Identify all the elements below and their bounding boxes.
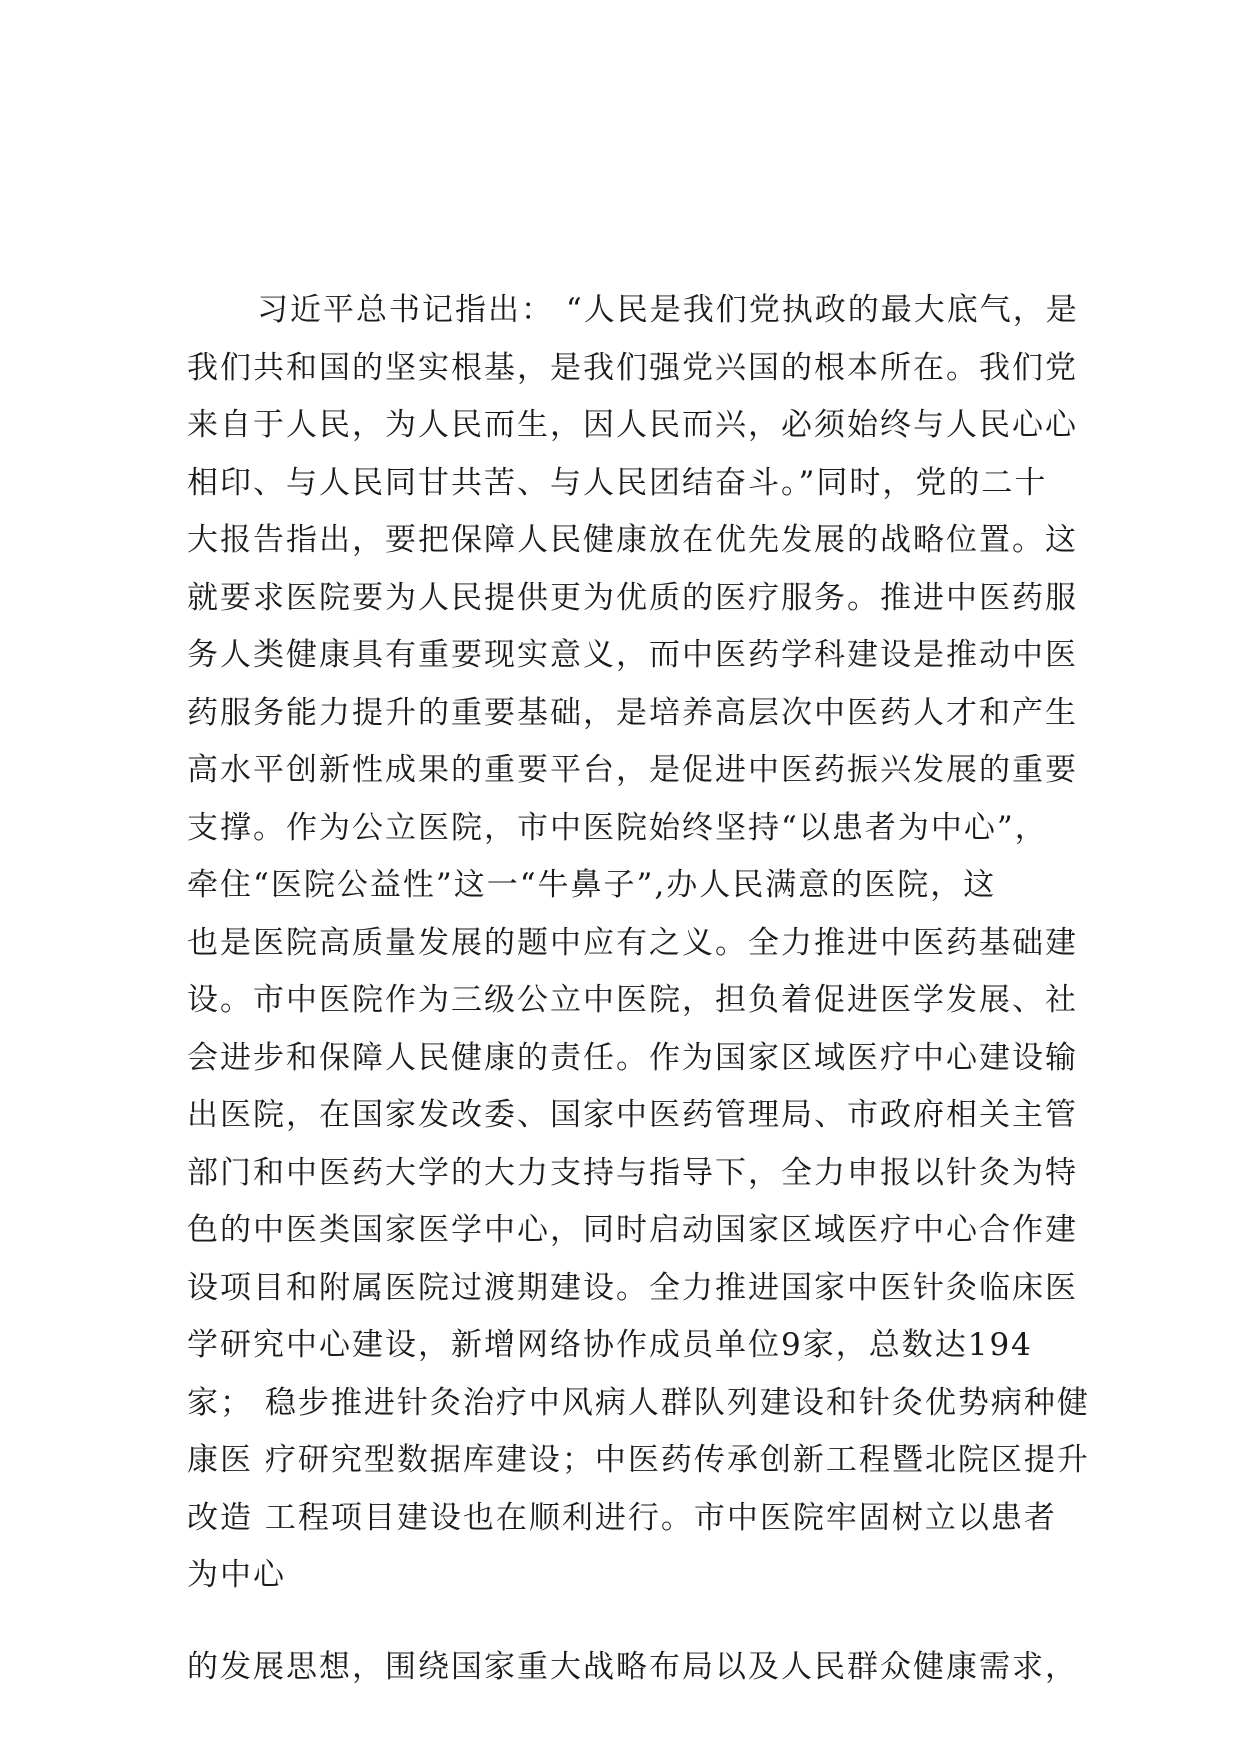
text-line: 色的中医类国家医学中心，同时启动国家区域医疗中心合作建 [187,1212,1078,1248]
text-line: 就要求医院要为人民提供更为优质的医疗服务。推进中医药服 [187,579,1078,616]
text-line-continued: 的发展思想，围绕国家重大战略布局以及人民群众健康需求， [187,1648,1078,1685]
text-line: 我们共和国的坚实根基，是我们强党兴国的根本所在。我们党 [187,349,1078,386]
text-line: 支撑。作为公立医院，市中医院始终坚持“以患者为中心”， [187,809,1048,846]
text-line: 为中心 [187,1557,286,1593]
text-line: 来自于人民，为人民而生，因人民而兴，必须始终与人民心心 [187,407,1078,443]
text-line: 改造 工程项目建设也在顺利进行。市中医院牢固树立以患者 [187,1499,1057,1536]
text-line: 大报告指出，要把保障人民健康放在优先发展的战略位置。这 [187,522,1078,558]
text-line: 康医 疗研究型数据库建设；中医药传承创新工程暨北院区提升 [187,1442,1090,1478]
text-line: 家； 稳步推进针灸治疗中风病人群队列建设和针灸优势病种健 [187,1384,1090,1421]
text-line: 药服务能力提升的重要基础，是培养高层次中医药人才和产生 [187,694,1078,731]
text-line: 也是医院高质量发展的题中应有之义。全力推进中医药基础建 [187,924,1078,961]
text-line: 设。市中医院作为三级公立中医院，担负着促进医学发展、社 [187,982,1078,1018]
text-line: 牵住“医院公益性”这一“牛鼻子”,办人民满意的医院，这 [187,867,997,903]
text-line: 高水平创新性成果的重要平台，是促进中医药振兴发展的重要 [187,752,1078,788]
text-line: 务人类健康具有重要现实意义，而中医药学科建设是推动中医 [187,637,1078,673]
text-line: 设项目和附属医院过渡期建设。全力推进国家中医针灸临床医 [187,1269,1078,1306]
text-line: 部门和中医药大学的大力支持与指导下，全力申报以针灸为特 [187,1154,1078,1191]
text-line: 相印、与人民同甘共苦、与人民团结奋斗。”同时，党的二十 [187,464,1048,501]
text-line: 出医院，在国家发改委、国家中医药管理局、市政府相关主管 [187,1097,1078,1133]
text-line: 习近平总书记指出： “人民是我们党执政的最大底气，是 [257,292,1079,328]
body-paragraph [187,282,1090,1696]
text-line: 会进步和保障人民健康的责任。作为国家区域医疗中心建设输 [187,1039,1078,1076]
text-line: 学研究中心建设，新增网络协作成员单位9家，总数达194 [187,1327,1033,1363]
